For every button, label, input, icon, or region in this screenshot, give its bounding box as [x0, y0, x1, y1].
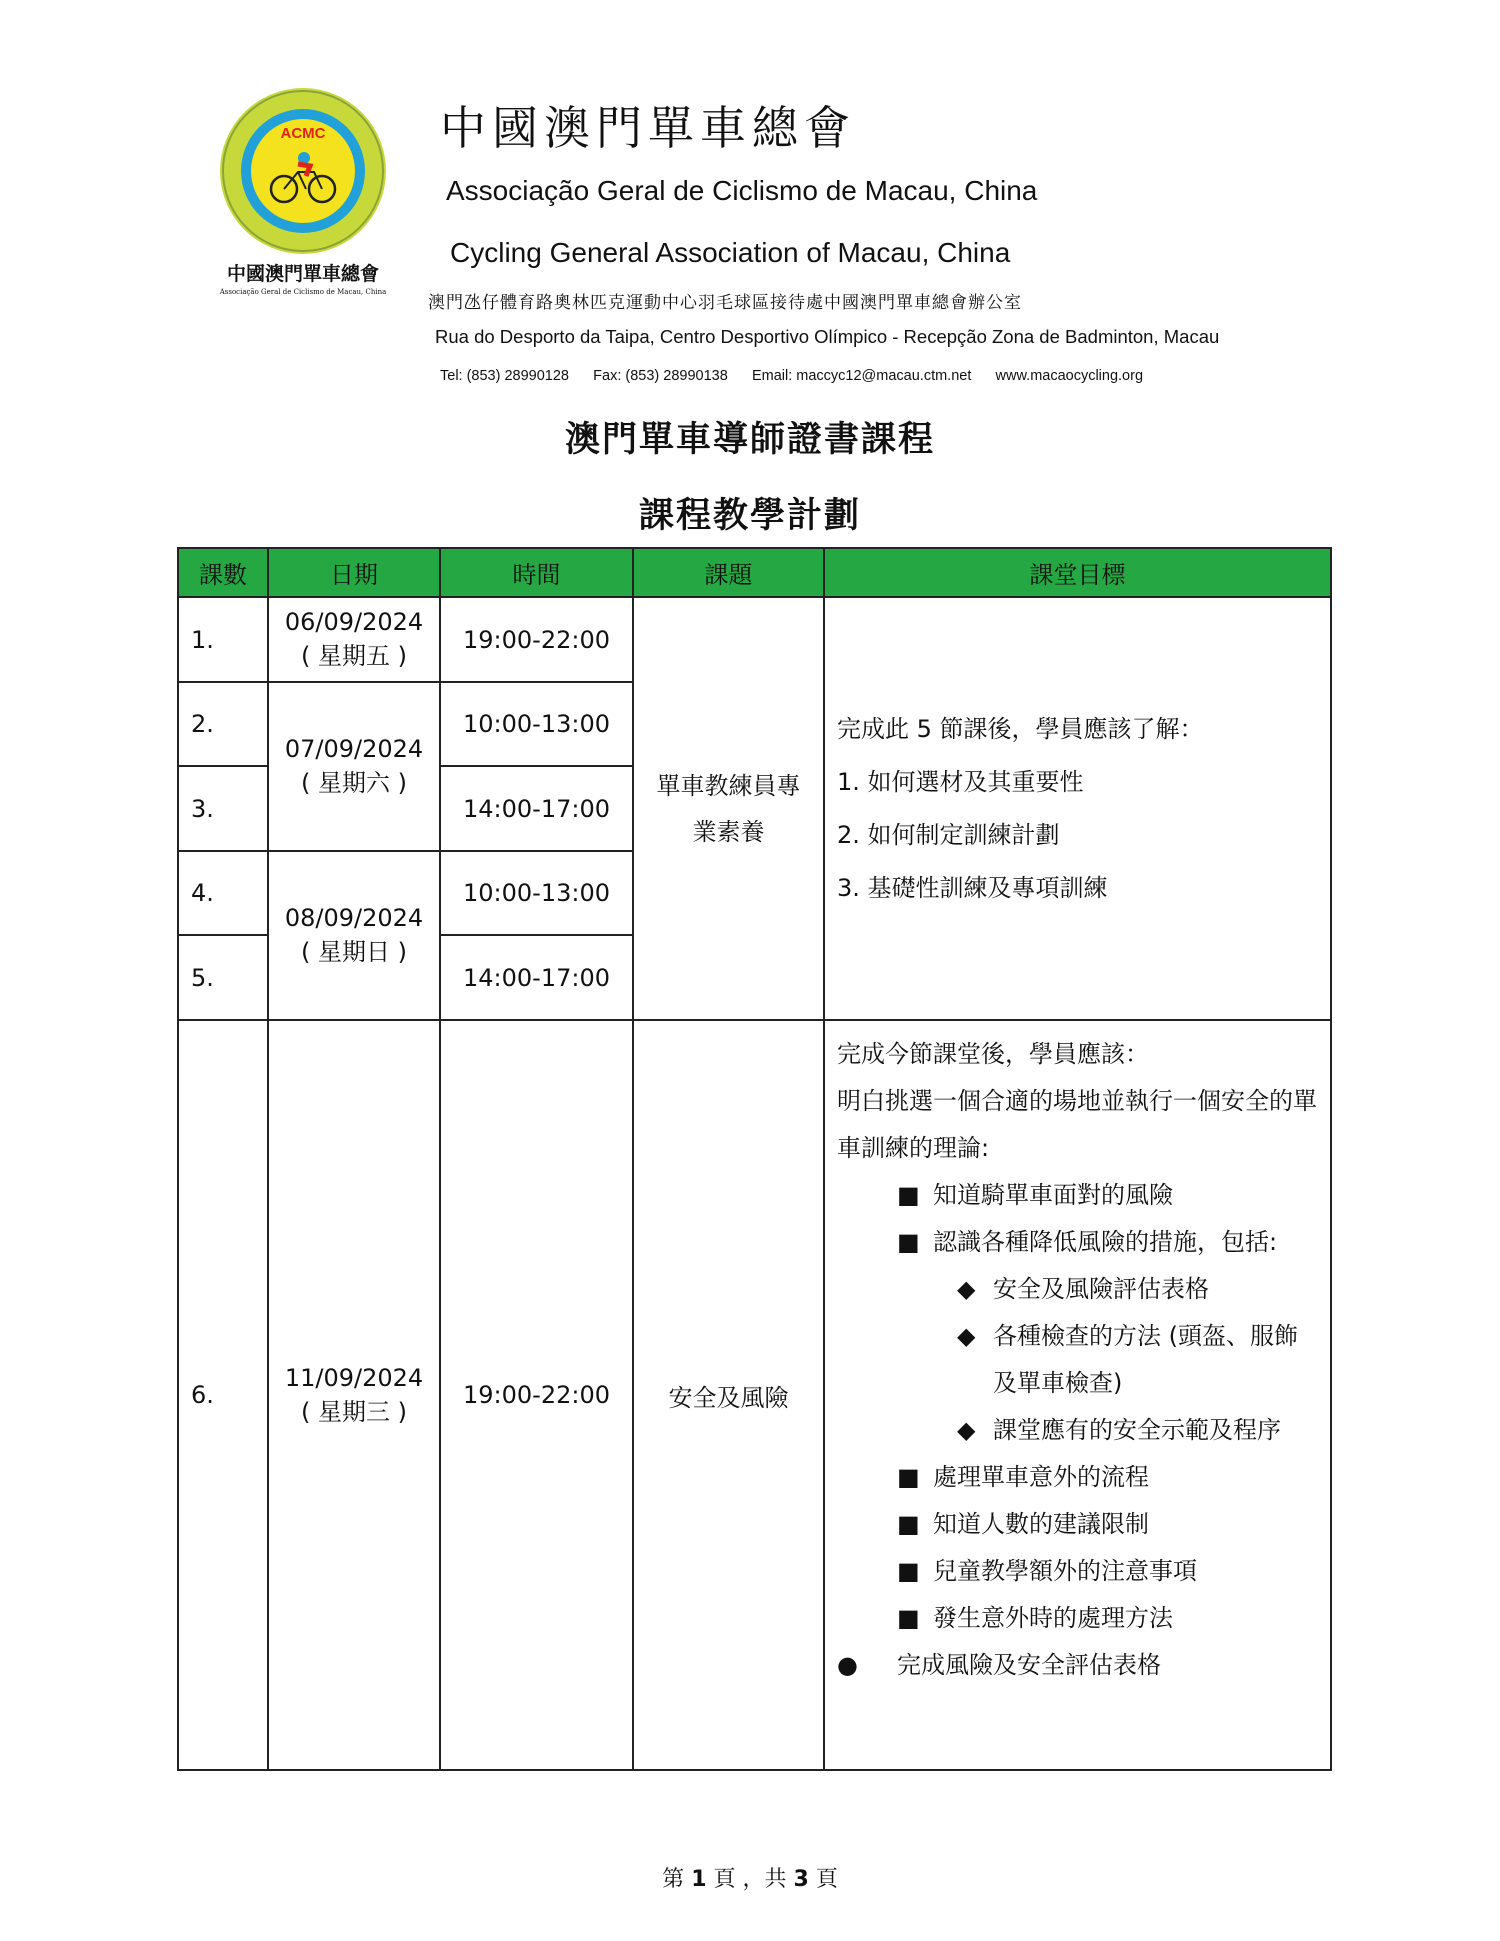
email: Email: maccyc12@macau.ctm.net: [751, 368, 972, 384]
bullet-item: [837, 1595, 1320, 1642]
bullet-item: [837, 1501, 1320, 1548]
dot-bullet-icon: ●: [837, 1651, 858, 1679]
org-name-pt: Associação Geral de Ciclismo de Macau, China: [446, 175, 1038, 206]
lesson-num: 3.: [178, 766, 268, 851]
bullet-text: 安全及風險評估表格: [993, 1275, 1209, 1303]
page-footer: [0, 1862, 1500, 1893]
topic-cell: 安全及風險: [633, 1020, 824, 1770]
lesson-plan-table: [177, 547, 1332, 1771]
date-text: 08/09/2024: [284, 904, 424, 932]
diamond-bullet-icon: ◆: [957, 1322, 976, 1350]
table-row: [178, 1020, 1331, 1770]
lesson-date: [268, 851, 440, 1020]
bullet-text: 發生意外時的處理方法: [933, 1604, 1173, 1632]
document-title: 澳門單車導師證書課程: [564, 420, 935, 460]
objective-item: 2. 如何制定訓練計劃: [837, 820, 1060, 849]
bullet-item: [837, 1548, 1320, 1595]
objectives-intro: 完成此 5 節課後，學員應該了解：: [837, 714, 1204, 743]
lesson-date: [268, 1020, 440, 1770]
square-bullet-icon: ■: [897, 1181, 920, 1209]
bullet-text: 認識各種降低風險的措施，包括:: [933, 1228, 1278, 1256]
address-pt: Rua do Desporto da Taipa, Centro Desportivo Olímpico - Recepção Zona de Badminton, Macau: [435, 326, 1220, 347]
lesson-num: 5.: [178, 935, 268, 1020]
date-text: 06/09/2024: [284, 608, 424, 636]
diamond-bullet-icon: ◆: [957, 1416, 976, 1444]
bullet-text: 知道人數的建議限制: [933, 1510, 1149, 1538]
bullet-text: 處理單車意外的流程: [933, 1463, 1149, 1491]
bullet-text: 課堂應有的安全示範及程序: [993, 1416, 1281, 1444]
header-date: 日期: [268, 548, 440, 597]
objectives-intro: 完成今節課堂後，學員應該：: [837, 1040, 1149, 1068]
objectives-intro2: 明白挑選一個合適的場地並執行一個安全的單車訓練的理論:: [837, 1087, 1317, 1162]
fax: Fax: (853) 28990138: [593, 368, 728, 384]
objectives-cell: [824, 597, 1331, 1020]
square-bullet-icon: ■: [897, 1228, 920, 1256]
header-objectives: 課堂目標: [824, 548, 1331, 597]
weekday-text: ( 星期六 ): [301, 769, 407, 797]
lesson-time: 19:00-22:00: [440, 1020, 633, 1770]
page-total: 3: [793, 1867, 809, 1892]
objective-item: 1. 如何選材及其重要性: [837, 767, 1084, 796]
lesson-time: 19:00-22:00: [440, 597, 633, 682]
footer-prefix: 第: [662, 1867, 685, 1892]
bullet-text: 兒童教學額外的注意事項: [933, 1557, 1197, 1585]
square-bullet-icon: ■: [897, 1510, 920, 1538]
bullet-text: 各種檢查的方法 (頭盔、服飾及單車檢查): [993, 1322, 1298, 1397]
date-text: 07/09/2024: [284, 735, 424, 763]
date-text: 11/09/2024: [284, 1363, 424, 1392]
header-time: 時間: [440, 548, 633, 597]
bullet-text: 完成風險及安全評估表格: [897, 1651, 1161, 1679]
lesson-num: 6.: [178, 1020, 268, 1770]
lesson-time: 14:00-17:00: [440, 766, 633, 851]
website: www.macaocycling.org: [995, 368, 1144, 384]
weekday-text: ( 星期五 ): [301, 642, 407, 670]
square-bullet-icon: ■: [897, 1604, 920, 1632]
table-row: [178, 597, 1331, 682]
bullet-item: [837, 1172, 1320, 1219]
bullet-item: [837, 1454, 1320, 1501]
sub-bullet-item: [837, 1266, 1320, 1313]
sub-bullet-item: [837, 1407, 1320, 1454]
footer-suffix: 頁: [815, 1867, 838, 1892]
objective-item: 3. 基礎性訓練及專項訓練: [837, 873, 1108, 902]
sub-bullet-item: [837, 1313, 1320, 1407]
logo-caption-cn: 中國澳門單車總會: [226, 263, 379, 285]
header-lesson: 課數: [178, 548, 268, 597]
address-cn: 澳門氹仔體育路奧林匹克運動中心羽毛球區接待處中國澳門單車總會辦公室: [428, 293, 1022, 313]
weekday-text: ( 星期三 ): [301, 1397, 407, 1426]
org-name-cn: 中國澳門單車總會: [440, 101, 856, 155]
contact-line: [440, 368, 1143, 384]
objectives-cell: [824, 1020, 1331, 1770]
logo-acmc-text: ACMC: [280, 125, 326, 142]
lesson-date: [268, 597, 440, 682]
weekday-text: ( 星期日 ): [301, 938, 407, 966]
diamond-bullet-icon: ◆: [957, 1275, 976, 1303]
lesson-num: 4.: [178, 851, 268, 935]
tel: Tel: (853) 28990128: [440, 368, 569, 384]
logo-caption-pt: Associação Geral de Ciclismo de Macau, China: [219, 288, 387, 296]
lesson-time: 10:00-13:00: [440, 682, 633, 766]
lesson-num: 2.: [178, 682, 268, 766]
bullet-item: [837, 1219, 1320, 1266]
lesson-time: 14:00-17:00: [440, 935, 633, 1020]
topic-cell: [633, 597, 824, 1020]
bullet-text: 知道騎單車面對的風險: [933, 1181, 1173, 1209]
table-header-row: [178, 548, 1331, 597]
footer-mid: 頁 ，共: [713, 1867, 787, 1892]
lesson-date: [268, 682, 440, 851]
square-bullet-icon: ■: [897, 1463, 920, 1491]
lesson-num: 1.: [178, 597, 268, 682]
page-number: 1: [691, 1867, 707, 1892]
header-topic: 課題: [633, 548, 824, 597]
dot-bullet-item: [837, 1642, 1320, 1689]
topic-text: 單車教練員專業素養: [656, 771, 801, 846]
lesson-time: 10:00-13:00: [440, 851, 633, 935]
org-name-en: Cycling General Association of Macau, China: [450, 237, 1011, 268]
square-bullet-icon: ■: [897, 1557, 920, 1585]
document-subtitle: 課程教學計劃: [638, 496, 861, 536]
association-logo: [218, 86, 388, 256]
